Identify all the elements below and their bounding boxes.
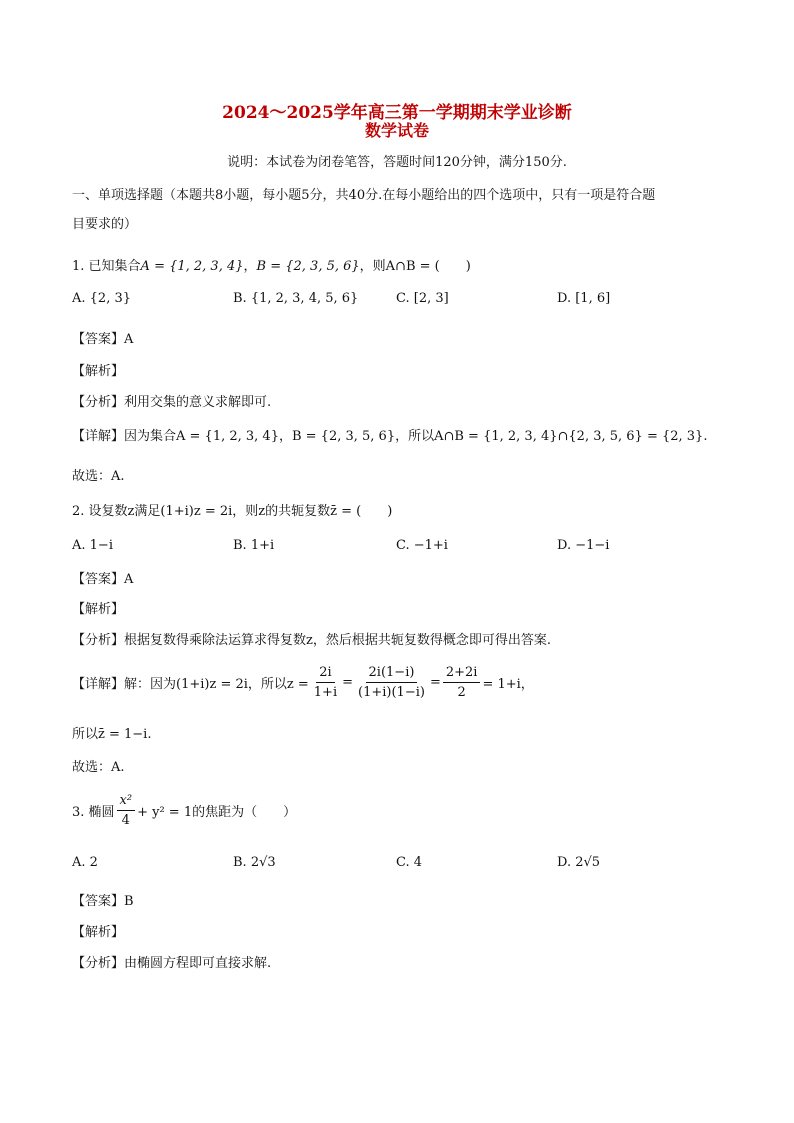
q1-answer: 【答案】A — [72, 332, 134, 347]
q1-tail: ，则A∩B = ( ) — [359, 259, 471, 274]
q2-fraction-3-num: 2+2i — [443, 665, 481, 683]
q1-option-d: D. [1, 6] — [557, 291, 611, 306]
q3-analysis-head: 【解析】 — [72, 925, 125, 940]
q3-fraction-num: x² — [117, 793, 136, 811]
q2-option-c: C. −1+i — [396, 538, 448, 553]
q1-option-b: B. {1, 2, 3, 4, 5, 6} — [233, 291, 359, 306]
q2-detail: 【详解】解：因为(1+i)z = 2i，所以z = $\frac{2i}{1+i}$ = $\frac{2i(1-i)}{(1+i)(1-i)}$ = $\frac{2+2i}{2}$ = 1+i， — [72, 664, 534, 700]
q3-fraction — [117, 793, 136, 828]
q3-tail: + y² = 1的焦距为（ ） — [137, 804, 297, 820]
q2-fraction-1-den: 1+i — [313, 684, 338, 700]
q2-fraction-3-den: 2 — [457, 684, 466, 700]
exam-note: 说明：本试卷为闭卷笔答，答题时间120分钟，满分150分. — [227, 155, 567, 170]
q2-fraction-2-den: (1+i)(1−i) — [358, 684, 425, 700]
q3-option-b: B. 2√3 — [233, 855, 276, 870]
q2-analysis-head: 【解析】 — [72, 602, 125, 617]
q2-conclusion: 故选：A. — [72, 760, 125, 775]
q3-analysis: 【分析】由椭圆方程即可直接求解. — [72, 956, 272, 971]
q2-answer: 【答案】A — [72, 572, 134, 587]
q2-stem: 2. 设复数z满足(1+i)z = 2i，则z的共轭复数z̄ = ( ) — [72, 504, 393, 519]
q1-stem: 1. 已知集合A = {1, 2, 3, 4}，B = {2, 3, 5, 6}，则A∩B = ( ) — [72, 259, 471, 274]
q3-option-c: C. 4 — [396, 855, 423, 870]
q1-prefix: 1. 已知集合 — [72, 259, 141, 274]
q1-analysis-head: 【解析】 — [72, 364, 125, 379]
q2-analysis: 【分析】根据复数得乘除法运算求得复数z，然后根据共轭复数得概念即可得出答案. — [72, 633, 551, 648]
q2-fraction-3 — [443, 665, 481, 700]
q3-option-d: D. 2√5 — [557, 855, 601, 870]
section-heading-line1: 一、单项选择题（本题共8小题，每小题5分，共40分.在每小题给出的四个选项中，只有一项是符合题 — [72, 188, 656, 203]
q2-option-a: A. 1−i — [72, 538, 113, 553]
q3-prefix: 3. 椭圆 — [72, 804, 115, 820]
q2-fraction-2-num: 2i(1−i) — [366, 665, 418, 683]
page-subtitle: 数学试卷 — [364, 121, 429, 140]
q2-fraction-1 — [311, 665, 340, 700]
q3-fraction-den: 4 — [121, 812, 130, 828]
q2-detail-prefix: 【详解】解：因为(1+i)z = 2i，所以z = — [72, 676, 309, 692]
q1-option-c: C. [2, 3] — [396, 291, 449, 306]
q2-detail-line2: 所以z̄ = 1−i. — [72, 727, 152, 742]
q2-fraction-2 — [355, 665, 428, 700]
q3-stem — [72, 788, 296, 832]
page-title: 2024～2025学年高三第一学期期末学业诊断 — [222, 103, 572, 123]
q1-option-a: A. {2, 3} — [72, 291, 132, 306]
q1-detail: 【详解】因为集合A = {1, 2, 3, 4}，B = {2, 3, 5, 6}，所以A∩B = {1, 2, 3, 4}∩{2, 3, 5, 6} = {2, 3}. — [72, 429, 708, 444]
q1-analysis: 【分析】利用交集的意义求解即可. — [72, 395, 272, 410]
q3-answer: 【答案】B — [72, 894, 134, 909]
q2-option-d: D. −1−i — [557, 538, 610, 553]
q1-conclusion: 故选：A. — [72, 469, 125, 484]
q2-detail-tail: = 1+i， — [482, 676, 534, 692]
q2-option-b: B. 1+i — [233, 538, 275, 553]
q1-set-a: A = {1, 2, 3, 4} — [140, 259, 244, 274]
q2-fraction-1-num: 2i — [316, 665, 334, 683]
q3-option-a: A. 2 — [72, 855, 98, 870]
q1-set-b: B = {2, 3, 5, 6} — [256, 259, 360, 274]
section-heading-line2: 目要求的） — [72, 217, 138, 232]
